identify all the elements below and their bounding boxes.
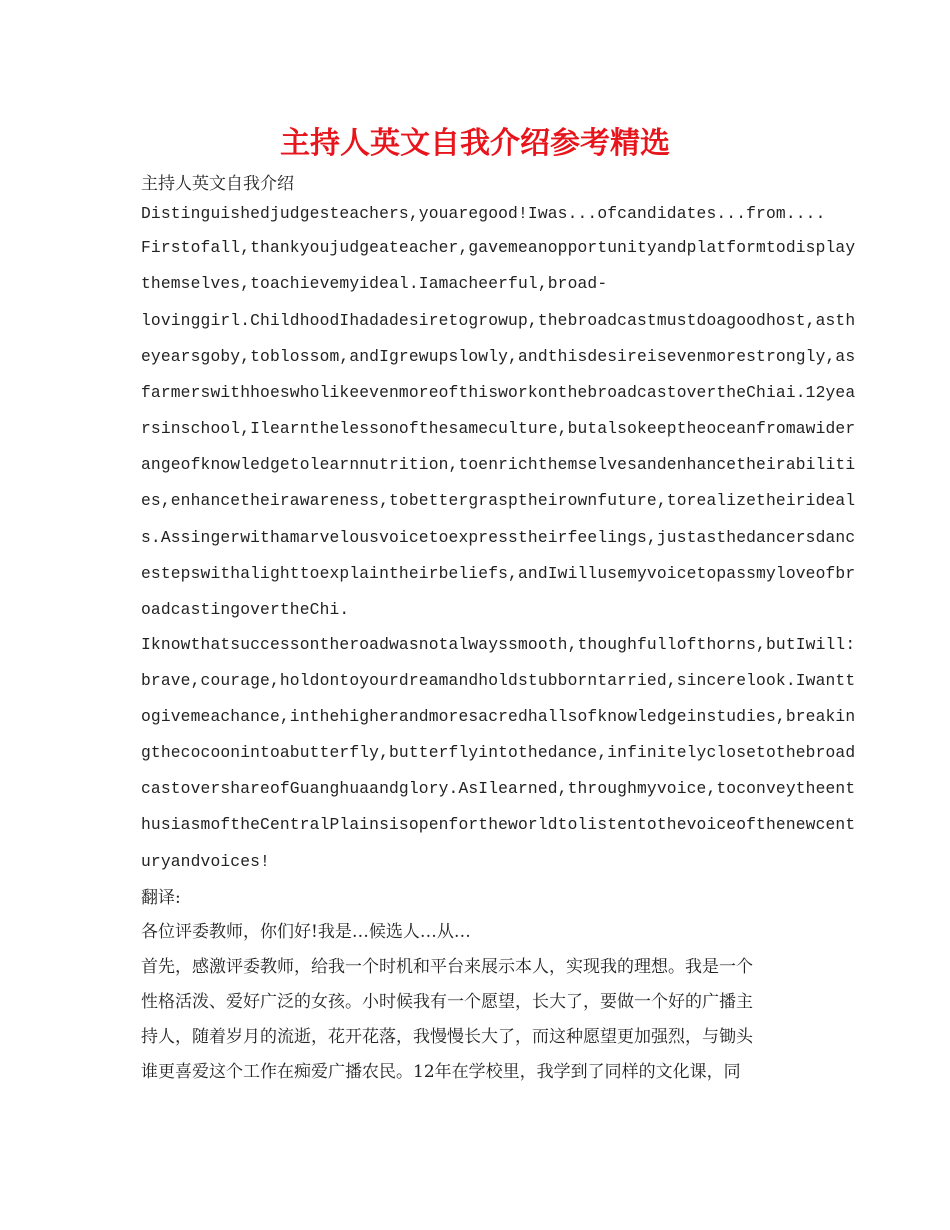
english-line: lovinggirl.ChildhoodIhadadesiretogrowup,thebroadcastmustdoagoodhost,asth: [141, 311, 856, 330]
english-line: Distinguishedjudgesteachers,youaregood!Iwas...ofcandidates...from....: [141, 204, 826, 223]
english-line: angeofknowledgetolearnnutrition,toenrichthemselvesandenhancetheirabiliti: [141, 455, 856, 474]
english-line: eyearsgoby,toblossom,andIgrewupslowly,andthisdesireisevenmorestrongly,as: [141, 347, 856, 366]
english-line: ogivemeachance,inthehigherandmoresacredhallsofknowledgeinstudies,breakin: [141, 707, 856, 726]
chinese-line: 性格活泼、爱好广泛的女孩。小时候我有一个愿望，长大了，要做一个好的广播主: [141, 992, 753, 1012]
chinese-line: 持人，随着岁月的流逝，花开花落，我慢慢长大了，而这种愿望更加强烈，与锄头: [141, 1027, 753, 1047]
english-line: husiasmoftheCentralPlainsisopenfortheworldtolistentothevoiceofthenewcent: [141, 815, 856, 834]
document-subtitle: 主持人英文自我介绍: [141, 174, 294, 194]
english-line: oadcastingovertheChi.: [141, 600, 350, 619]
english-line: estepswithalighttoexplaintheirbeliefs,andIwillusemyvoicetopassmyloveofbr: [141, 564, 856, 583]
english-line: s.Assingerwithamarvelousvoicetoexpresstheirfeelings,justasthedancersdanc: [141, 528, 856, 547]
english-line: brave,courage,holdontoyourdreamandholdstubborntarried,sincerelook.Iwantt: [141, 671, 856, 690]
document-title: 主持人英文自我介绍参考精选: [280, 126, 670, 161]
chinese-line: 首先，感激评委教师，给我一个时机和平台来展示本人，实现我的理想。我是一个: [141, 957, 753, 977]
english-line: rsinschool,Ilearnthelessonofthesameculture,butalsokeeptheoceanfromawider: [141, 419, 856, 438]
chinese-line: 各位评委教师，你们好!我是…候选人…从…: [141, 922, 471, 942]
english-line: Firstofall,thankyoujudgeateacher,gavemeanopportunityandplatformtodisplay: [141, 238, 856, 257]
english-line: gthecocoonintoabutterfly,butterflyintothedance,infinitelyclosetothebroad: [141, 743, 856, 762]
english-line: farmerswithhoeswholikeevenmoreofthisworkonthebroadcastovertheChiai.12yea: [141, 383, 856, 402]
english-line: themselves,toachievemyideal.Iamacheerful,broad-: [141, 274, 608, 293]
translation-label: 翻译:: [141, 888, 181, 908]
english-line: castovershareofGuanghuaandglory.AsIlearned,throughmyvoice,toconveytheent: [141, 779, 856, 798]
english-line: uryandvoices!: [141, 852, 270, 871]
english-line: Iknowthatsuccessontheroadwasnotalwayssmooth,thoughfullofthorns,butIwill:: [141, 635, 856, 654]
english-line: es,enhancetheirawareness,tobettergrasptheirownfuture,torealizetheirideal: [141, 491, 856, 510]
chinese-line: 谁更喜爱这个工作在痴爱广播农民。12年在学校里，我学到了同样的文化课，同: [141, 1062, 741, 1082]
